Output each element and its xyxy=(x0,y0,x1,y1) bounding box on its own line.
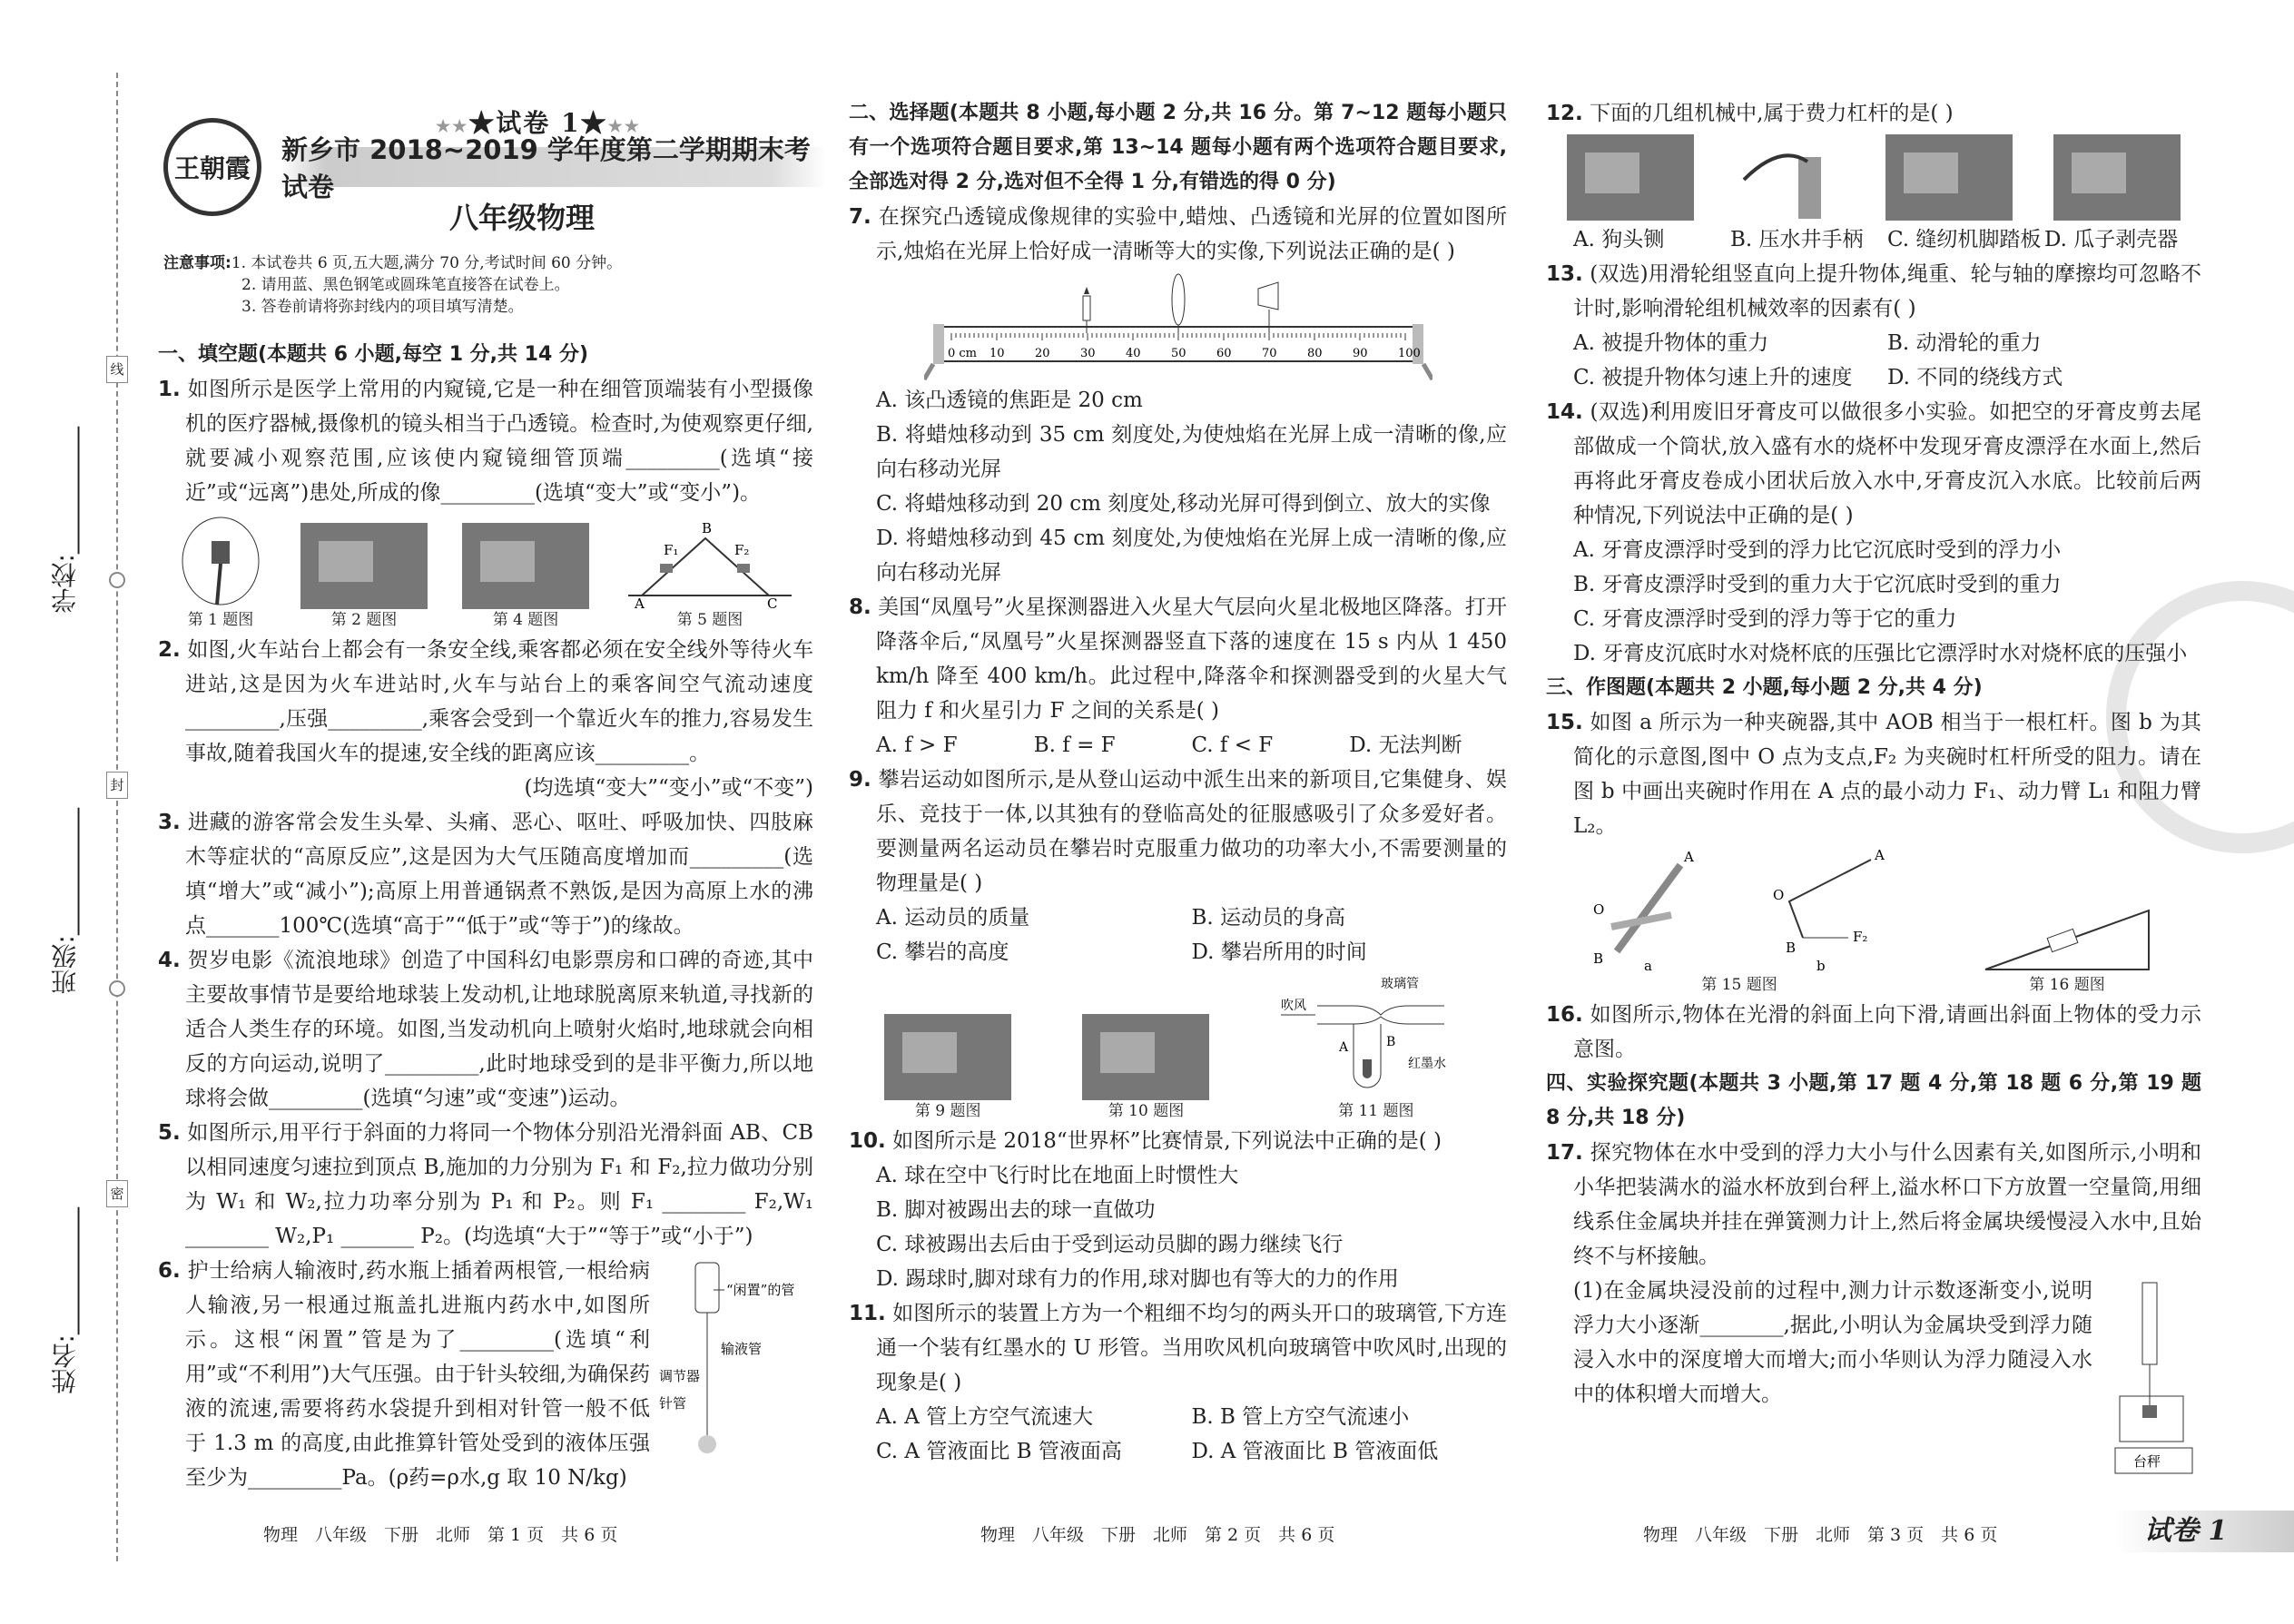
answer-option[interactable] xyxy=(849,1158,1507,1193)
figure-label: 输液管 xyxy=(721,1341,763,1357)
answer-option[interactable] xyxy=(849,383,1507,418)
question-number: 14. xyxy=(1546,400,1583,424)
question-number: 6. xyxy=(158,1259,181,1283)
subject-title: 八年级物理 xyxy=(449,201,596,235)
note-item: 1. 本试卷共 6 页,五大题,满分 70 分,考试时间 60 分钟。 xyxy=(231,254,623,272)
answer-option[interactable]: B. B 管上方空气流速小 xyxy=(1191,1405,1410,1429)
question xyxy=(1546,1136,2201,1274)
answer-option[interactable]: B. 运动员的身高 xyxy=(1191,906,1346,930)
question-number: 9. xyxy=(849,768,871,792)
figure-row xyxy=(158,514,813,631)
figure xyxy=(1590,847,1889,996)
answer-option[interactable]: D. 瓜子剥壳器 xyxy=(2044,228,2179,251)
option-text: C. 球被踢出去后由于受到运动员脚的踢力继续飞行 xyxy=(876,1233,1344,1256)
figure-label: 100 xyxy=(1397,347,1421,360)
question-number: 11. xyxy=(849,1302,886,1325)
option-text: D. 将蜡烛移动到 45 cm 刻度处,为使烛焰在光屏上成一清晰的像,应向右移动光屏 xyxy=(876,527,1507,585)
answer-options xyxy=(849,1434,1507,1469)
exam-notes xyxy=(163,252,622,318)
figure-label: “闲置”的管 xyxy=(726,1282,795,1298)
seal-mark-seal: 封 xyxy=(106,772,128,799)
figure-label: 70 xyxy=(1261,347,1277,360)
figure xyxy=(300,523,428,631)
name-field[interactable]: 姓名:__________ xyxy=(50,1207,80,1394)
photo-figure xyxy=(300,523,428,609)
figure-label: 台秤 xyxy=(2133,1453,2161,1470)
page-footer: 物理 八年级 下册 北师 第 1 页 共 6 页 xyxy=(263,1525,618,1545)
figure-label: 60 xyxy=(1216,347,1232,360)
figure-label: A xyxy=(1338,1040,1348,1055)
option-text: B. 将蜡烛移动到 35 cm 刻度处,为使烛焰在光屏上成一清晰的像,应向右移动光屏 xyxy=(876,423,1507,481)
figure-label: 10 xyxy=(989,347,1005,360)
binding-hole xyxy=(109,572,125,588)
figure-label: 红墨水 xyxy=(1407,1057,1446,1071)
figure xyxy=(884,1014,1011,1122)
figure xyxy=(924,272,1433,381)
exam-header xyxy=(154,100,844,331)
school-field[interactable]: 学校:__________ xyxy=(50,427,80,614)
answer-options xyxy=(1546,360,2201,395)
answer-option[interactable]: A. 狗头铡 xyxy=(1573,228,1665,251)
answer-options xyxy=(1546,222,2201,257)
section-heading: 四、实验探究题(本题共 3 小题,第 17 题 4 分,第 18 题 6 分,第 19 题 8 分,共 18 分) xyxy=(1546,1072,2201,1129)
paper-num: 1 xyxy=(561,108,581,138)
hint-note: (均选填“变大”“变小”或“不变”) xyxy=(524,776,813,800)
question-number: 3. xyxy=(158,811,181,834)
figure-label: 90 xyxy=(1352,347,1368,360)
figure-label: b xyxy=(1816,958,1826,974)
figure xyxy=(1885,134,2013,221)
figure-label: 40 xyxy=(1125,347,1141,360)
answer-option[interactable]: D. A 管液面比 B 管液面低 xyxy=(1191,1440,1439,1463)
figure-label: B xyxy=(702,520,713,536)
answer-option[interactable]: B. f = F xyxy=(1033,733,1116,757)
figure-row xyxy=(849,272,1507,381)
figure-label: F₂ xyxy=(734,542,750,558)
question-text: 贺岁电影《流浪地球》创造了中国科幻电影票房和口碑的奇迹,其中主要故事情节是要给地球装上发动机,让地球脱离原来轨道,寻找新的适合人类生存的环境。如图,当发动机向上喷射火焰时,地球就会向相反的方向运动,说明了_________,此时地球受到的是非平衡力,所以地球将会做_________(选填“匀速”或“变速”)运动。 xyxy=(185,949,814,1110)
figure-label: C xyxy=(767,595,778,609)
seal-mark-secret: 密 xyxy=(106,1180,128,1207)
option-text: A. 球在空中飞行时比在地面上时惯性大 xyxy=(876,1164,1239,1187)
question xyxy=(1546,395,2201,533)
figure xyxy=(1735,134,1844,221)
endoscope-figure xyxy=(175,514,266,609)
binding-margin xyxy=(0,0,154,1624)
question-number: 13. xyxy=(1546,262,1583,286)
bench-figure xyxy=(924,272,1433,381)
note-item: 2. 请用蓝、黑色钢笔或圆珠笔直接答在试卷上。 xyxy=(241,276,570,294)
figure xyxy=(1567,134,1694,221)
figure-label: B xyxy=(1593,950,1604,967)
paper-number: ★★★试卷 1★★★ xyxy=(436,108,641,138)
figure-label: A xyxy=(635,595,645,609)
answer-option[interactable] xyxy=(849,487,1507,521)
figure-label: 80 xyxy=(1306,347,1323,360)
question xyxy=(158,805,813,943)
answer-option[interactable] xyxy=(1546,1274,2201,1478)
figure xyxy=(1976,901,2158,996)
question-text: (双选)利用废旧牙膏皮可以做很多小实验。如把空的牙膏皮剪去尾部做成一个筒状,放入盛有水的烧杯中发现牙膏皮漂浮在水面上,然后再将此牙膏皮卷成小团状后放入水中,牙膏皮沉入水底。比较前后两种情况,下列说法中正确的是( ) xyxy=(1573,400,2201,527)
iv-figure xyxy=(659,1254,813,1462)
answer-option[interactable]: D. 无法判断 xyxy=(1349,733,1462,757)
figure-label: a xyxy=(1644,958,1652,974)
answer-option[interactable]: C. 缝纫机脚踏板 xyxy=(1887,228,2042,251)
figure-label: 吹风 xyxy=(1280,999,1306,1013)
answer-options xyxy=(849,728,1507,763)
question xyxy=(849,590,1507,728)
answer-option[interactable] xyxy=(849,521,1507,590)
figure-label: 调节器 xyxy=(659,1368,701,1384)
answer-option[interactable]: A. 被提升物体的重力 xyxy=(1573,331,1769,355)
option-text: B. 牙膏皮漂浮时受到的重力大于它沉底时受到的重力 xyxy=(1573,573,2062,596)
question xyxy=(158,372,813,510)
figure-label: B xyxy=(1385,1035,1396,1049)
answer-option[interactable]: D. 攀岩所用的时间 xyxy=(1191,940,1367,964)
question xyxy=(158,943,813,1116)
figure xyxy=(2053,134,2181,221)
question xyxy=(158,1254,813,1495)
question xyxy=(849,1124,1507,1158)
answer-option[interactable]: B. 动滑轮的重力 xyxy=(1887,331,2042,355)
question-number: 5. xyxy=(158,1121,181,1145)
column-2 xyxy=(849,96,1507,1469)
figure xyxy=(624,518,796,631)
exam-title: 新乡市 2018~2019 学年度第二学期期末考试卷 xyxy=(281,147,826,187)
answer-option[interactable] xyxy=(1546,533,2201,567)
figure-label: A xyxy=(1875,847,1885,863)
figure-caption: 第 5 题图 xyxy=(676,611,743,629)
figure xyxy=(462,523,589,631)
answer-options xyxy=(849,935,1507,969)
question-text: 探究物体在水中受到的浮力大小与什么因素有关,如图所示,小明和小华把装满水的溢水杯放到台秤上,溢水杯口下方放置一空量筒,用细线系住金属块并挂在弹簧测力计上,然后将金属块缓慢浸入水中,且始终不与杯接触。 xyxy=(1573,1141,2202,1268)
answer-option[interactable] xyxy=(1546,602,2201,636)
question-text: 如图 a 所示为一种夹碗器,其中 AOB 相当于一根杠杆。图 b 为其简化的示意图,图中 O 点为支点,F₂ 为夹碗时杠杆所受的阻力。请在图 b 中画出夹碗时作用在 A 点的最小动力 F₁、动力臂 L₁ 和阻力臂 L₂。 xyxy=(1573,711,2202,838)
answer-options xyxy=(849,901,1507,935)
column-3 xyxy=(1546,96,2201,1478)
question-number: 10. xyxy=(849,1129,886,1153)
brand-logo: 王朝霞 xyxy=(163,118,261,216)
question xyxy=(849,200,1507,269)
figure-label: 20 xyxy=(1034,347,1050,360)
figure-label: 针管 xyxy=(659,1395,687,1412)
question xyxy=(158,1116,813,1254)
question-text: 在探究凸透镜成像规律的实验中,蜡烛、凸透镜和光屏的位置如图所示,烛焰在光屏上恰好成一清晰等大的实像,下列说法正确的是( ) xyxy=(876,205,1508,263)
answer-option[interactable]: A. f > F xyxy=(876,733,958,757)
figure-caption: 第 11 题图 xyxy=(1338,1102,1414,1120)
question-text: 如图所示是 2018“世界杯”比赛情景,下列说法中正确的是( ) xyxy=(892,1129,1442,1153)
question xyxy=(1546,257,2201,326)
figure-caption: 第 16 题图 xyxy=(2029,976,2105,994)
section-heading: 二、选择题(本题共 8 小题,每小题 2 分,共 16 分。第 7~12 题每小题只有一个选项符合题目要求,第 13~14 题每小题有两个选项符合题目要求,全部选对得 2 分,选对但不全得 1 分,有错选的得 0 分) xyxy=(849,102,1507,193)
seal-mark-line: 线 xyxy=(106,356,128,383)
answer-options xyxy=(1546,326,2201,360)
question-number: 16. xyxy=(1546,1003,1583,1027)
answer-option[interactable] xyxy=(1546,567,2201,602)
page-footer: 物理 八年级 下册 北师 第 2 页 共 6 页 xyxy=(980,1525,1335,1545)
question-text: 进藏的游客常会发生头晕、头痛、恶心、呕吐、呼吸加快、四肢麻木等症状的“高原反应”,这是因为大气压随高度增加而_________(选填“增大”或“减小”);高原上用普通锅煮不熟饭,是因为高原上水的沸点_______100℃(选填“高于”“低于”或“等于”)的缘故。 xyxy=(185,811,814,938)
figure-label: O xyxy=(1593,901,1605,918)
answer-option[interactable]: B. 压水井手柄 xyxy=(1730,228,1864,251)
option-text: A. 该凸透镜的焦距是 20 cm xyxy=(876,389,1143,412)
figure-caption: 第 10 题图 xyxy=(1108,1102,1185,1120)
photo-figure xyxy=(884,1014,1011,1100)
option-text: C. 将蜡烛移动到 20 cm 刻度处,移动光屏可得到倒立、放大的实像 xyxy=(876,492,1491,516)
lever-figure xyxy=(1590,847,1889,974)
paper-label: 试卷 xyxy=(496,108,551,138)
figure-label: F₁ xyxy=(664,542,679,558)
figure-label: 30 xyxy=(1079,347,1096,360)
photo-figure xyxy=(1885,134,2013,221)
answer-option[interactable]: C. A 管液面比 B 管液面高 xyxy=(876,1440,1122,1463)
answer-option[interactable] xyxy=(849,1227,1507,1262)
seal-line xyxy=(116,73,118,1561)
figure xyxy=(2102,1274,2201,1478)
question-text: 如图所示的装置上方为一个粗细不均匀的两头开口的玻璃管,下方连通一个装有红墨水的 U 形管。当用吹风机向玻璃管中吹风时,出现的现象是( ) xyxy=(876,1302,1508,1394)
question-number: 15. xyxy=(1546,711,1583,734)
question-text: 护士给病人输液时,药水瓶上插着两根管,一根给病人输液,另一根通过瓶盖扎进瓶内药水中,如图所示。这根“闲置”管是为了_________(选填“利用”或“不利用”)大气压强。由于针头较细,为确保药液的流速,需要将药水袋提升到相对针管一般不低于 1.3 m 的高度,由此推算针管处受到的液体压强至少为_________Pa。(ρ药=ρ水,g 取 10 N/kg) xyxy=(185,1259,651,1490)
photo-figure xyxy=(1567,134,1694,221)
figure-caption: 第 15 题图 xyxy=(1701,976,1777,994)
option-text: (1)在金属块浸没前的过程中,测力计示数逐渐变小,说明浮力大小逐渐________,据此,小明认为金属块受到浮力随浸入水中的深度增大而增大;而小华则认为浮力随浸入水中的体积增大而增大。 xyxy=(1573,1279,2092,1406)
answer-option[interactable]: A. 运动员的质量 xyxy=(876,906,1030,930)
question-text: 如图,火车站台上都会有一条安全线,乘客都必须在安全线外等待火车进站,这是因为火车进站时,火车与站台上的乘客间空气流动速度_________,压强_________,乘客会受到一个靠近火车的推力,容易发生事故,随着我国火车的提速,安全线的距离应该_________。 xyxy=(185,638,814,765)
figure-caption: 第 2 题图 xyxy=(330,611,398,629)
notes-label: 注意事项: xyxy=(163,254,231,272)
photo-figure xyxy=(462,523,589,609)
answer-option[interactable] xyxy=(849,418,1507,487)
answer-option[interactable]: A. A 管上方空气流速大 xyxy=(876,1405,1094,1429)
option-text: B. 脚对被踢出去的球一直做功 xyxy=(876,1198,1156,1222)
paper-brand-tag: 试卷 1 xyxy=(2115,1511,2294,1552)
question-text: 如图所示,物体在光滑的斜面上向下滑,请画出斜面上物体的受力示意图。 xyxy=(1573,1003,2202,1061)
figure xyxy=(1281,973,1472,1122)
question-text: 攀岩运动如图所示,是从登山运动中派生出来的新项目,它集健身、娱乐、竞技于一体,以其独有的登临高处的征服感吸引了众多爱好者。要测量两名运动员在攀岩时克服重力做功的功率大小,不需要测量的物理量是( ) xyxy=(876,768,1508,895)
question-number: 7. xyxy=(849,205,871,229)
figure-row xyxy=(1546,847,2201,996)
section-heading: 一、填空题(本题共 6 小题,每空 1 分,共 14 分) xyxy=(158,343,589,366)
figure-row xyxy=(849,973,1507,1122)
slope-figure xyxy=(1976,901,2158,974)
answer-option[interactable] xyxy=(849,1193,1507,1227)
figure-label: O xyxy=(1773,887,1785,903)
answer-option[interactable] xyxy=(1546,636,2201,671)
figure-label: A xyxy=(1684,849,1694,865)
figure xyxy=(175,514,266,631)
figure xyxy=(659,1254,813,1462)
question-number: 1. xyxy=(158,378,181,401)
option-text: D. 踢球时,脚对球有力的作用,球对脚也有等大的力的作用 xyxy=(876,1267,1399,1291)
question xyxy=(1546,705,2201,843)
photo-figure xyxy=(2053,134,2181,221)
note-item: 3. 答卷前请将弥封线内的项目填写清楚。 xyxy=(241,298,524,316)
photo-figure xyxy=(1082,1014,1209,1100)
figure-caption: 第 9 题图 xyxy=(914,1102,981,1120)
option-text: C. 牙膏皮漂浮时受到的浮力等于它的重力 xyxy=(1573,607,1957,631)
figure-label: 50 xyxy=(1170,347,1186,360)
figure-label: 玻璃管 xyxy=(1380,977,1419,991)
question xyxy=(849,1296,1507,1400)
answer-option[interactable] xyxy=(849,1262,1507,1296)
question xyxy=(849,763,1507,901)
utube-figure xyxy=(1281,973,1472,1100)
figure-label: 0 cm xyxy=(947,347,977,360)
binding-hole xyxy=(109,980,125,997)
question-number: 4. xyxy=(158,949,181,972)
question-number: 17. xyxy=(1546,1141,1583,1165)
figure-caption: 第 4 题图 xyxy=(492,611,559,629)
question-text: 美国“凤凰号”火星探测器进入火星大气层向火星北极地区降落。打开降落伞后,“凤凰号”火星探测器竖直下落的速度在 15 s 内从 1 450 km/h 降至 400 km/h。此过程中,降落伞和探测器受到的火星大气阻力 f 和火星引力 F 之间的关系是( ) xyxy=(876,595,1507,723)
pump-figure xyxy=(1735,134,1844,221)
option-text: A. 牙膏皮漂浮时受到的浮力比它沉底时受到的浮力小 xyxy=(1573,538,2062,562)
figure-row xyxy=(1546,134,2201,221)
question xyxy=(1546,96,2201,131)
option-text: D. 牙膏皮沉底时水对烧杯底的压强比它漂浮时水对烧杯底的压强小 xyxy=(1573,642,2188,665)
question-number: 2. xyxy=(158,638,181,662)
page-footer: 物理 八年级 下册 北师 第 3 页 共 6 页 xyxy=(1643,1525,1998,1545)
answer-options xyxy=(849,1400,1507,1434)
figure-caption: 第 1 题图 xyxy=(187,611,254,629)
question-number: 12. xyxy=(1546,102,1583,125)
scale-figure xyxy=(2102,1274,2201,1478)
answer-option[interactable]: C. f < F xyxy=(1191,733,1274,757)
question-text: 下面的几组机械中,属于费力杠杆的是( ) xyxy=(1590,102,1954,125)
figure xyxy=(1082,1014,1209,1122)
answer-option[interactable]: C. 被提升物体匀速上升的速度 xyxy=(1573,366,1853,389)
figure-label: B xyxy=(1786,940,1797,956)
question-text: 如图所示是医学上常用的内窥镜,它是一种在细管顶端装有小型摄像机的医疗器械,摄像机的镜头相当于凸透镜。检查时,为使观察更仔细,就要减小观察范围,应该使内窥镜细管顶端_________(选填“接近”或“远离”)患处,所成的像_________(选填“变大”或“变小”)。 xyxy=(185,378,814,505)
question-text: 如图所示,用平行于斜面的力将同一个物体分别沿光滑斜面 AB、CB 以相同速度匀速拉到顶点 B,施加的力分别为 F₁ 和 F₂,拉力做功分别为 W₁ 和 W₂,拉力功率分别为 P₁ 和 P₂。则 F₁ ________ F₂,W₁ ________ W₂,P₁ _______ P₂。(均选填“大于”“等于”或“小于”) xyxy=(185,1121,813,1248)
class-field[interactable]: 班级:__________ xyxy=(50,808,80,995)
question xyxy=(158,633,813,771)
question xyxy=(1546,998,2201,1067)
column-1 xyxy=(158,338,813,1495)
answer-option[interactable]: C. 攀岩的高度 xyxy=(876,940,1009,964)
answer-option[interactable]: D. 不同的绕线方式 xyxy=(1887,366,2063,389)
question-text: (双选)用滑轮组竖直向上提升物体,绳重、轮与轴的摩擦均可忽略不计时,影响滑轮组机械效率的因素有( ) xyxy=(1573,262,2201,320)
incline-figure xyxy=(624,518,796,609)
figure-label: F₂ xyxy=(1853,929,1868,945)
section-heading: 三、作图题(本题共 2 小题,每小题 2 分,共 4 分) xyxy=(1546,676,1983,699)
question-number: 8. xyxy=(849,595,871,619)
